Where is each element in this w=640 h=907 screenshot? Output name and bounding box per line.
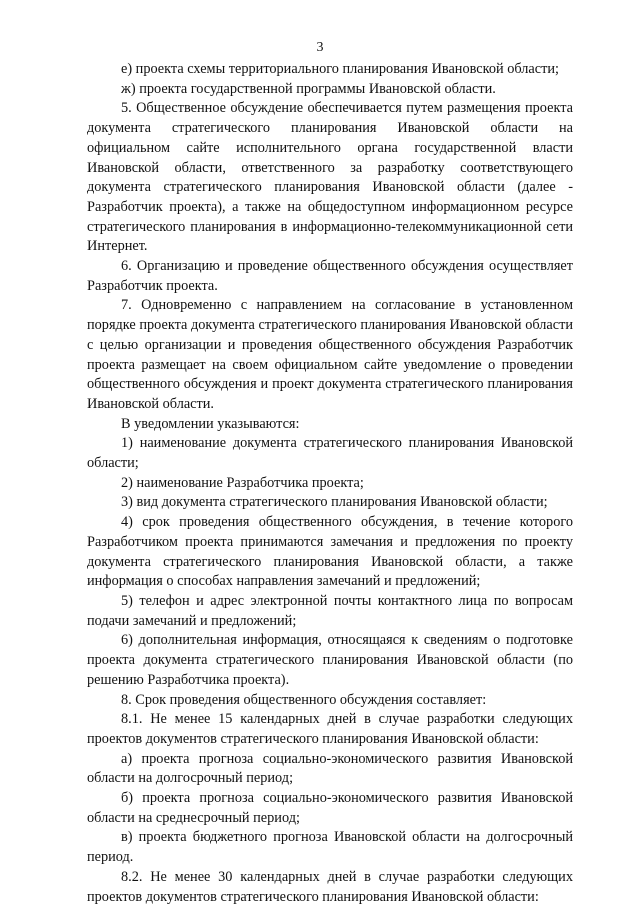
paragraph-notice-6: 6) дополнительная информация, относящаяся к сведениям о подготовке проекта документа стратегического планирования Ивановской области (по решению Разработчика проекта). xyxy=(87,632,573,688)
paragraph-7: 7. Одновременно с направлением на согласование в установленном порядке проекта документа стратегического планирования Ивановской области с целью организации и проведения общественного обсуждения Разработчик проекта размещает на своем официальном сайте уведомление о проведении общественного обсуждения и проект документа стратегического планирования Ивановской области. xyxy=(87,297,573,412)
paragraph-8-1-v: в) проекта бюджетного прогноза Ивановской области на долгосрочный период. xyxy=(87,829,573,866)
paragraph-6: 6. Организацию и проведение общественного обсуждения осуществляет Разработчик проекта. xyxy=(87,258,573,294)
paragraph-notice-2: 2) наименование Разработчика проекта; xyxy=(121,474,364,491)
paragraph-8: 8. Срок проведения общественного обсуждения составляет: xyxy=(121,691,487,708)
page-number: 3 xyxy=(316,40,324,55)
paragraph-item-zh: ж) проекта государственной программы Ивановской области. xyxy=(121,80,496,97)
paragraph-8-1-a: а) проекта прогноза социально-экономического развития Ивановской области на долгосрочный период; xyxy=(87,750,573,787)
paragraph-notice-3: 3) вид документа стратегического планирования Ивановской области; xyxy=(121,494,548,511)
paragraph-notice-4: 4) срок проведения общественного обсуждения, в течение которого Разработчиком проекта принимаются замечания и предложения по проекту документа стратегического планирования Ивановской области, а также информация о способах направления замечаний и предложений; xyxy=(87,514,573,590)
paragraph-notice-5: 5) телефон и адрес электронной почты контактного лица по вопросам подачи замечаний и предложений; xyxy=(87,592,573,629)
paragraph-8-1-b: б) проекта прогноза социально-экономического развития Ивановской области на среднесрочный период; xyxy=(87,790,573,826)
paragraph-notice-intro: В уведомлении указываются: xyxy=(121,415,300,432)
paragraph-item-e: е) проекта схемы территориального планирования Ивановской области; xyxy=(121,61,559,77)
document-body xyxy=(87,60,573,907)
paragraph-5: 5. Общественное обсуждение обеспечивается путем размещения проекта документа стратегического планирования Ивановской области на официальном сайте исполнительного органа государственной власти Ивановской области, ответственного за разработку соответствующего документа стратегического планирования Ивановской области (далее - Разработчик проекта), а также на общедоступном информационном ресурсе стратегического планирования в информационно-телекоммуникационной сети Интернет. xyxy=(87,100,573,255)
paragraph-8-1: 8.1. Не менее 15 календарных дней в случае разработки следующих проектов документов стратегического планирования Ивановской области: xyxy=(87,711,573,747)
paragraph-8-2: 8.2. Не менее 30 календарных дней в случае разработки следующих проектов документов стратегического планирования Ивановской области: xyxy=(87,868,573,905)
paragraph-notice-1: 1) наименование документа стратегического планирования Ивановской области; xyxy=(87,435,573,472)
